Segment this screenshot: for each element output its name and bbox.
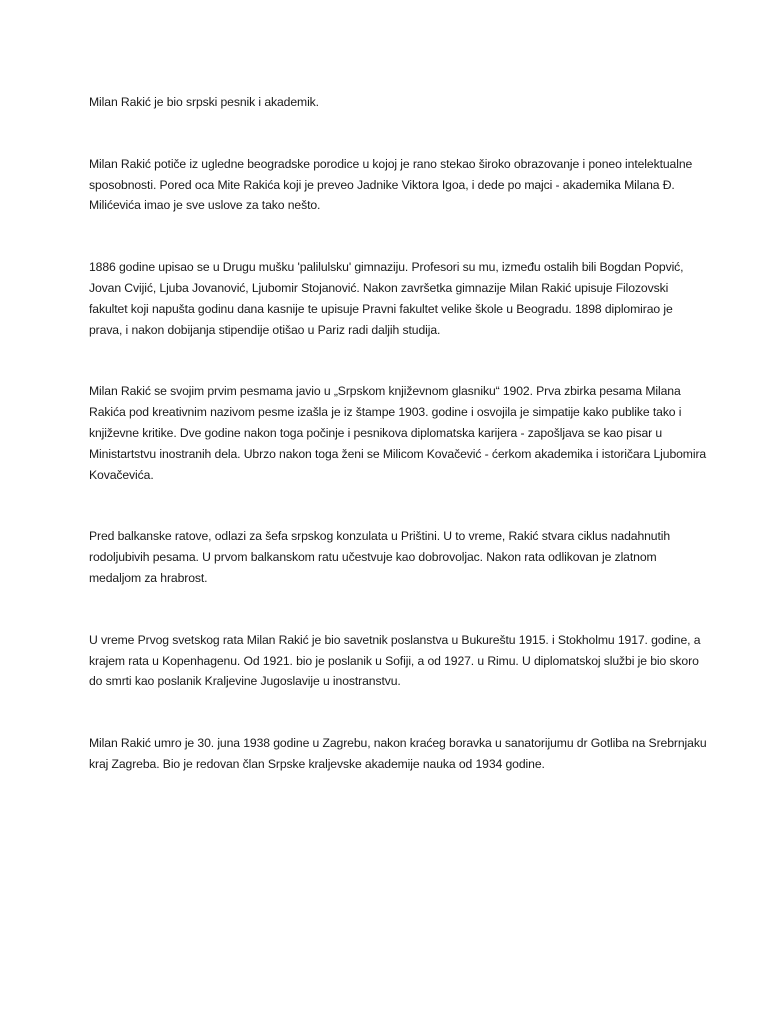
paragraph-diplomacy: U vreme Prvog svetskog rata Milan Rakić je bio savetnik poslanstva u Bukureštu 1915. i Stokholmu 1917. godine, a krajem rata u Kopenhagenu. Od 1921. bio je poslanik u Sofiji, a od 1927. u Rimu. U diplomatskoj službi je bio skoro do smrti kao poslanik Kraljevine Jugoslavije u inostranstvu. [89, 632, 701, 689]
paragraph-family: Milan Rakić potiče iz ugledne beogradske porodice u kojoj je rano stekao široko obrazovanje i poneo intelektualne sposobnosti. Pored oca Mite Rakića koji je preveo Jadnike Viktora Igoa, i dede po majci - akademika Milana Đ. Milićevića imao je sve uslove za tako nešto. [89, 156, 693, 213]
paragraph-poetry-career: Milan Rakić se svojim prvim pesmama javio u „Srpskom književnom glasniku“ 1902. Prva zbirka pesama Milana Rakića pod kreativnim nazivom pesme izašla je iz štampe 1903. godine i osvojila je simpatije kako publike tako i književne kritike. Dve godine nakon toga počinje i pesnikova diplomatska karijera - zapošljava se kao pisar u Ministartstvu inostranih dela. Ubrzo nakon toga ženi se Milicom Kovačević - ćerkom akademika i istoričara Ljubomira Kovačevića. [89, 384, 707, 482]
paragraph-balkan-wars: Pred balkanske ratove, odlazi za šefa srpskog konzulata u Prištini. U to vreme, Rakić stvara ciklus nadahnutih rodoljubivih pesama. U prvom balkanskom ratu učestvuje kao dobrovoljac. Nakon rata odlikovan je zlatnom medaljom za hrabrost. [89, 529, 671, 585]
paragraph-intro: Milan Rakić je bio srpski pesnik i akademik. [89, 95, 319, 109]
paragraph-education: 1886 godine upisao se u Drugu mušku 'palilulsku' gimnaziju. Profesori su mu, između ostalih bili Bogdan Popvić, Jovan Cvijić, Ljuba Jovanović, Ljubomir Stojanović. Nakon završetka gimnazije Milan Rakić upisuje Filozovski fakultet koji napušta godinu dana kasnije te upisuje Pravni fakultet velike škole u Beogradu. 1898 diplomirao je prava, i nakon dobijanja stipendije otišao u Pariz radi daljih studija. [89, 260, 684, 337]
paragraph-death: Milan Rakić umro je 30. juna 1938 godine u Zagrebu, nakon kraćeg boravka u sanatorijumu dr Gotliba na Srebrnjaku kraj Zagreba. Bio je redovan član Srpske kraljevske akademije nauka od 1934 godine. [89, 736, 707, 771]
